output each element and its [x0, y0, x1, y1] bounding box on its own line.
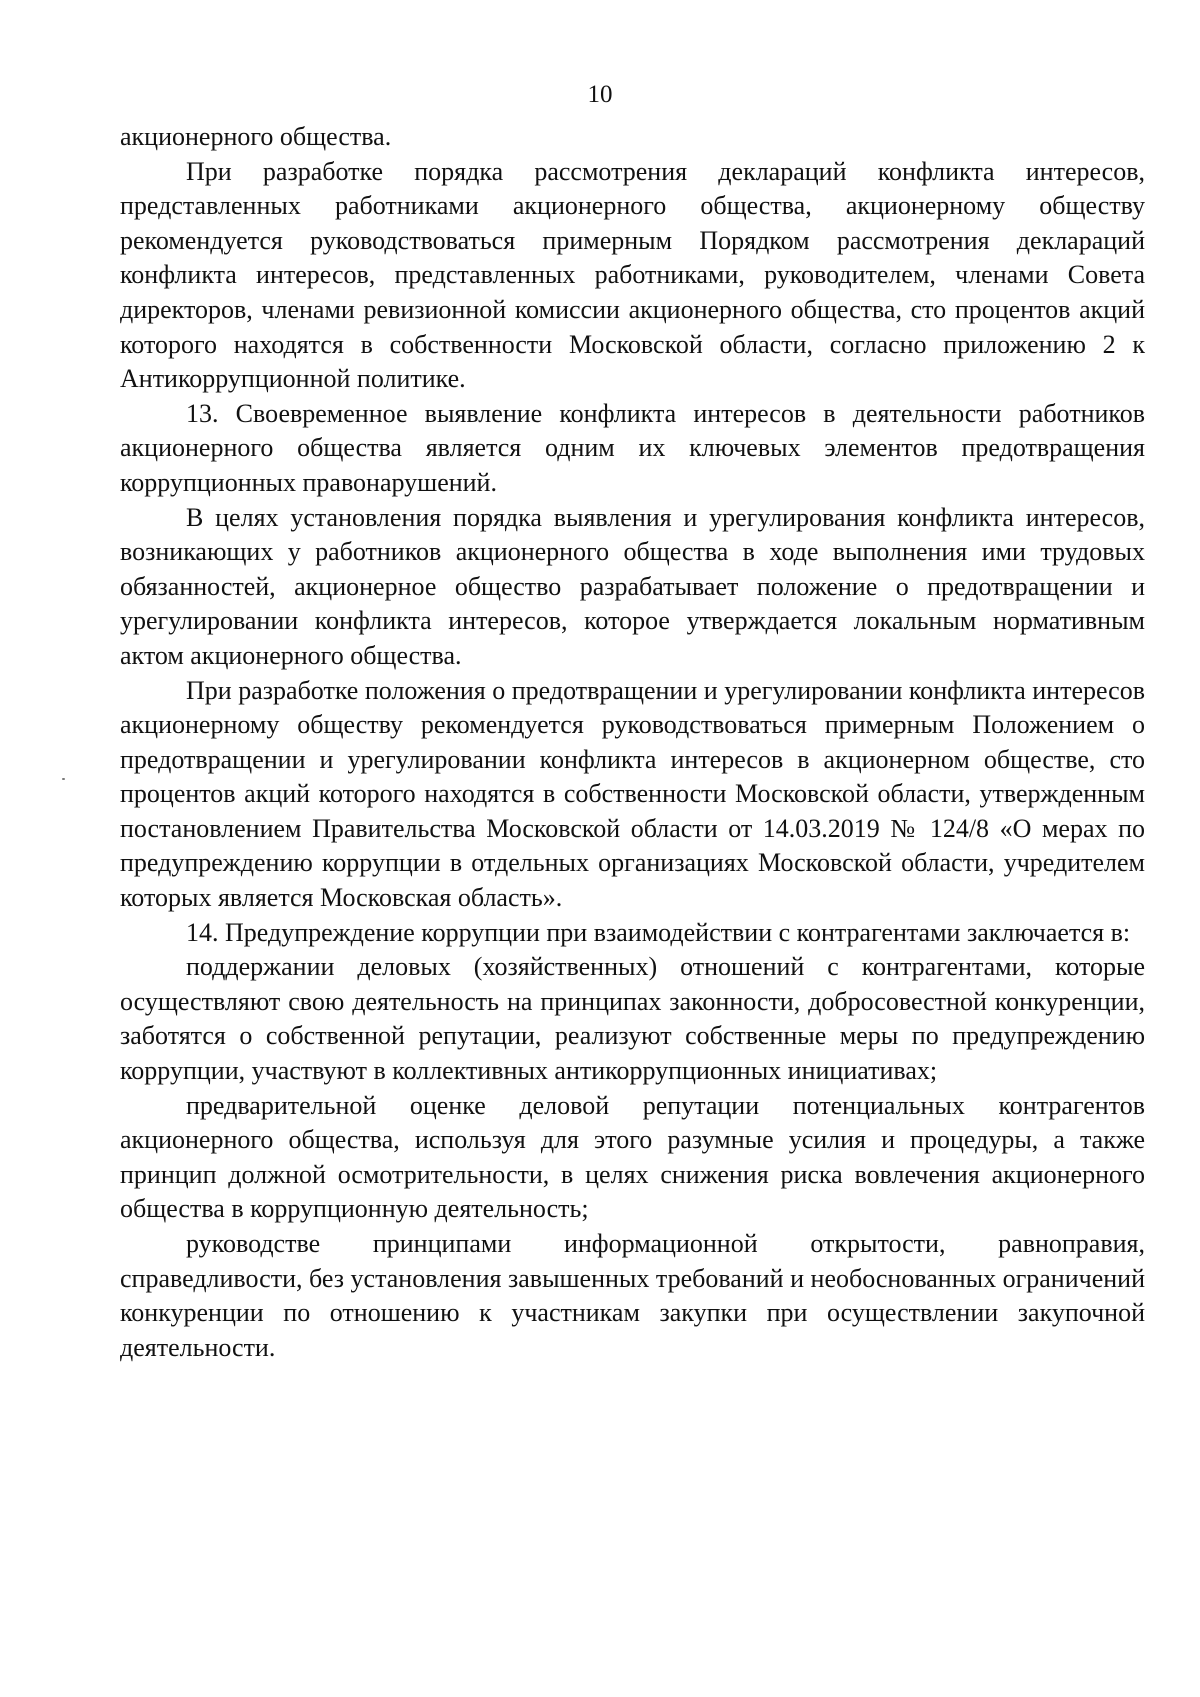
scan-artifact-dot	[62, 778, 65, 780]
paragraph-model-regulation: При разработке положения о предотвращении и урегулировании конфликта интересов акционерному обществу рекомендуется руководствоваться примерным Положением о предотвращении и урегулировании конфликта интересов в акционерном обществе, сто процентов акций которого находятся в собственности Московской области, утвержденным постановлением Правительства Московской области от 14.03.2019 № 124/8 «О мерах по предупреждению коррупции в отдельных организациях Московской области, учредителем которых является Московская область».	[120, 675, 1145, 913]
paragraph-conflict-regulation: В целях установления порядка выявления и урегулирования конфликта интересов, возникающих у работников акционерного общества в ходе выполнения ими трудовых обязанностей, акционерное общество разрабатывает положение о предотвращении и урегулировании конфликта интересов, которое утверждается локальным нормативным актом акционерного общества.	[120, 502, 1145, 670]
page-number: 10	[587, 81, 613, 108]
paragraph-item-13: 13. Своевременное выявление конфликта интересов в деятельности работников акционерного общества является одним их ключевых элементов предотвращения коррупционных правонарушений.	[120, 398, 1145, 497]
document-body	[120, 120, 1145, 1365]
paragraph-item-14: 14. Предупреждение коррупции при взаимодействии с контрагентами заключается в:	[186, 917, 1131, 947]
list-item-procurement-principles: руководстве принципами информационной открытости, равноправия, справедливости, без установления завышенных требований и необоснованных ограничений конкуренции по отношению к участникам закупки при осуществлении закупочной деятельности.	[120, 1229, 1145, 1362]
list-item-reputation-assessment: предварительной оценке деловой репутации потенциальных контрагентов акционерного общества, используя для этого разумные усилия и процедуры, а также принцип должной осмотрительности, в целях снижения риска вовлечения акционерного общества в коррупционную деятельность;	[120, 1090, 1145, 1224]
paragraph-continuation: акционерного общества.	[120, 122, 392, 151]
list-item-business-relations: поддержании деловых (хозяйственных) отношений с контрагентами, которые осуществляют свою деятельность на принципах законности, добросовестной конкуренции, заботятся о собственной репутации, реализуют собственные меры по предупреждению коррупции, участвуют в коллективных антикоррупционных инициативах;	[120, 952, 1145, 1086]
paragraph-declarations-procedure: При разработке порядка рассмотрения деклараций конфликта интересов, представленных работниками акционерного общества, акционерному обществу рекомендуется руководствоваться примерным Порядком рассмотрения деклараций конфликта интересов, представленных работниками, руководителем, членами Совета директоров, членами ревизионной комиссии акционерного общества, сто процентов акций которого находятся в собственности Московской области, согласно приложению 2 к Антикоррупционной политике.	[120, 156, 1145, 394]
